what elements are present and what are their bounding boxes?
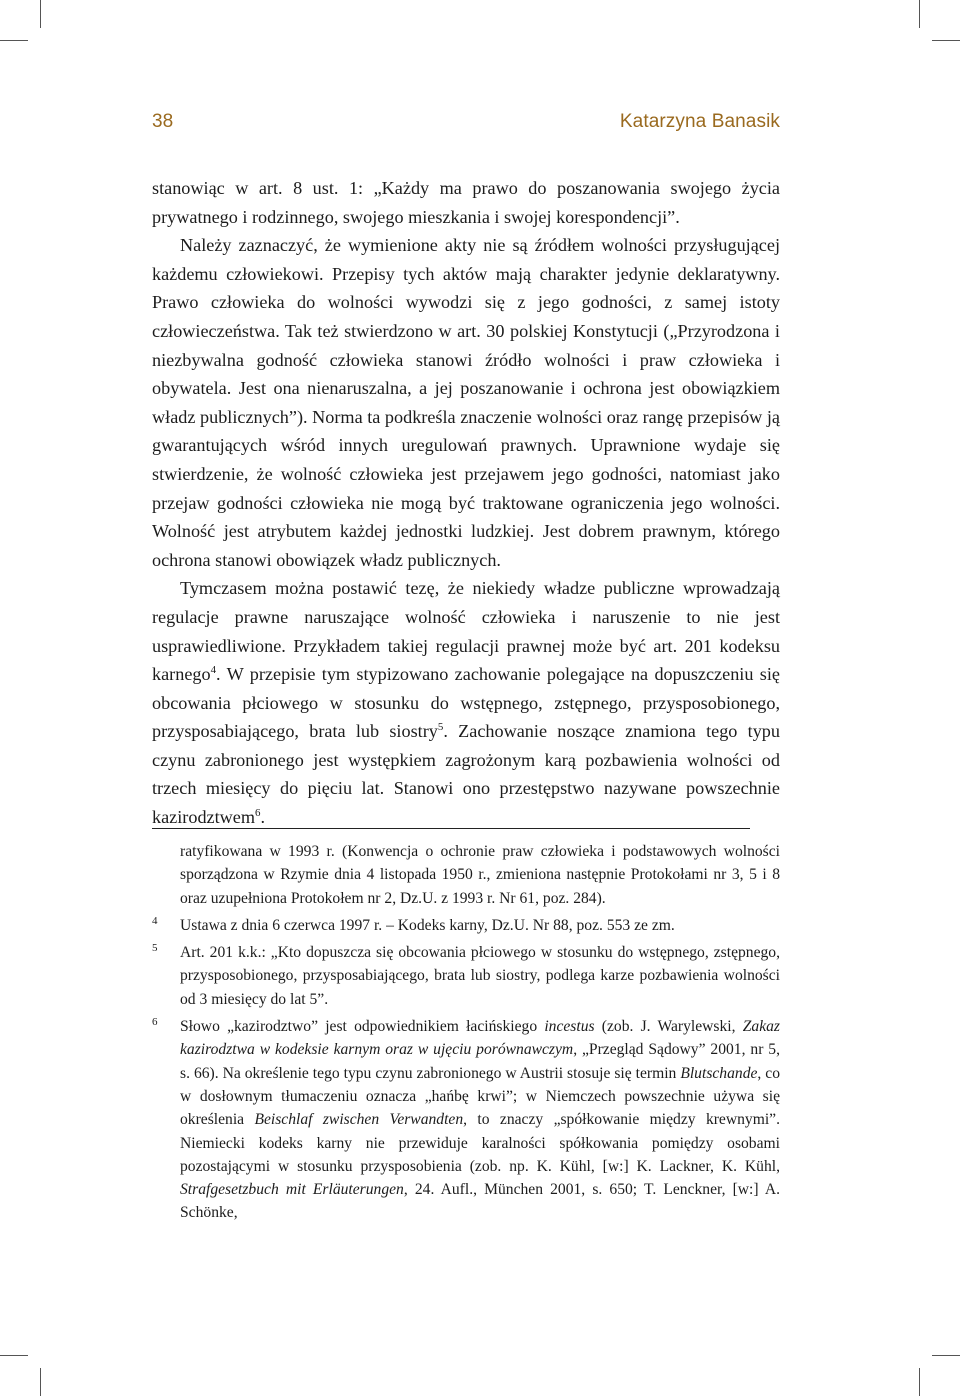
italic-title: Zakaz kazirodztwa w kodeksie karnym oraz w ujęciu porównawczym [180, 1018, 780, 1059]
italic-term: Beischlaf zwischen Verwandten [254, 1111, 464, 1129]
page-header [152, 111, 780, 141]
crop-mark [919, 0, 920, 28]
footnote-text: , to znaczy „spółkowanie między krewnymi”. Niemiecki kodeks karny nie przewiduje karalności spółkowania pomiędzy osobami pozostającymi w stosunku przysposobienia (zob. np. K. Kühl, [w:] K. Lackner, K. Kühl, [180, 1111, 780, 1175]
footnote-separator [152, 828, 750, 829]
footnote-ref[interactable]: 5 [437, 721, 444, 734]
footnote-number: 4 [152, 914, 158, 927]
footnote-text: (zob. J. Warylewski, [594, 1018, 743, 1036]
footnote-number: 6 [152, 1016, 158, 1029]
page-number: 38 [152, 111, 174, 132]
paragraph-text: . [260, 807, 266, 828]
paragraph: stanowiąc w art. 8 ust. 1: „Każdy ma prawo do poszanowania swojego życia prywatnego i rodzinnego, swojego mieszkania i swojej korespondencji”. [152, 178, 780, 227]
footnote-ref[interactable]: 6 [255, 807, 261, 819]
italic-title: Strafgesetzbuch mit Erläuterungen [180, 1181, 404, 1199]
paragraph-text: . W przepisie tym stypizowano zachowanie polegające na dopuszczeniu się obcowania płciowego w stosunku do wstępnego, zstępnego, przysposobionego, przysposabiającego, brata lub siostry [152, 664, 780, 742]
footnote-ref[interactable]: 4 [210, 664, 217, 677]
footnote-text: , 24. Aufl., München 2001, s. 650; T. Lenckner, [w:] A. Schönke, [180, 1181, 780, 1222]
footnote-text: ratyfikowana w 1993 r. (Konwencja o ochronie praw człowieka i podstawowych wolności sporządzona w Rzymie dnia 4 listopada 1950 r., zmieniona następnie Protokołami nr 3, 5 i 8 oraz uzupełniona Protokołem nr 2, Dz.U. z 1993 r. Nr 61, poz. 284). [180, 843, 780, 907]
footnote-number: 5 [152, 942, 158, 955]
paragraph-text: . Zachowanie noszące znamiona tego typu czynu zabronionego jest występkiem zagrożonym karą pozbawienia wolności od trzech miesięcy do pięciu lat. Stanowi ono przestępstwo nazywane powszechnie kazirodztwem [152, 721, 780, 828]
footnote-6 [152, 1015, 780, 1225]
footnote-text: , „Przegląd Sądowy” 2001, nr 5, s. 66). Na określenie tego typu czynu zabronionego w Austrii stosuje się termin [180, 1041, 780, 1082]
footnote-text: Art. 201 k.k.: „Kto dopuszcza się obcowania płciowego w stosunku do wstępnego, zstępnego, przysposobionego, przysposabiającego, brata lub siostry, podlega karze pozbawienia wolności od 3 miesięcy do lat 5”. [180, 944, 780, 1008]
crop-mark [919, 1368, 920, 1396]
footnote-text: , co w dosłownym tłumaczeniu oznacza „hańbę krwi”; w Niemczech powszechnie używa się określenia [180, 1064, 781, 1129]
crop-mark [40, 0, 41, 28]
italic-term: incestus [544, 1018, 595, 1036]
paragraph: Należy zaznaczyć, że wymienione akty nie są źródłem wolności przysługującej każdemu człowiekowi. Przepisy tych aktów mają charakter jedynie deklaratywny. Prawo człowieka do wolności wywodzi się z jego godności, z samej istoty człowieczeństwa. Tak też stwierdzono w art. 30 polskiej Konstytucji („Przyrodzona i niezbywalna godność człowieka stanowi źródło wolności i praw człowieka i obywatela. Jest ona nienaruszalna, a jej poszanowanie i ochrona jest obowiązkiem władz publicznych”). Norma ta podkreśla znaczenie wolności oraz rangę przepisów ją gwarantujących wśród innych uregulowań prawnych. Uprawnione wydaje się stwierdzenie, że wolność człowieka jest przejawem jego godności, natomiast jako przejaw godności człowieka nie mogą być traktowane ograniczenia jego wolności. Wolność jest atrybutem każdej jednostki ludzkiej. Jest dobrem prawnym, którego ochrona stanowi obowiązek władz publicznych. [152, 235, 780, 570]
footnote-4 [152, 914, 780, 937]
body-text [152, 174, 780, 832]
crop-mark [932, 40, 960, 41]
paragraph [152, 574, 780, 831]
footnote-continuation [152, 840, 780, 910]
footnote-text: Słowo „kazirodztwo” jest odpowiednikiem łacińskiego [180, 1018, 545, 1036]
footnote-text: Ustawa z dnia 6 czerwca 1997 r. – Kodeks karny, Dz.U. Nr 88, poz. 553 ze zm. [180, 916, 675, 934]
crop-mark [932, 1355, 960, 1356]
crop-mark [0, 40, 28, 41]
footnote-5 [152, 941, 780, 1011]
paragraph-text: Tymczasem można postawić tezę, że niekiedy władze publiczne wprowadzają regulacje prawne naruszające wolność człowieka i naruszenie to nie jest usprawiedliwione. Przykładem takiej regulacji prawnej może być art. 201 kodeksu karnego [152, 578, 780, 685]
running-head-author: Katarzyna Banasik [619, 111, 780, 132]
italic-term: Blutschande [680, 1064, 758, 1082]
footnotes [152, 840, 780, 1229]
crop-mark [0, 1355, 28, 1356]
crop-mark [40, 1368, 41, 1396]
